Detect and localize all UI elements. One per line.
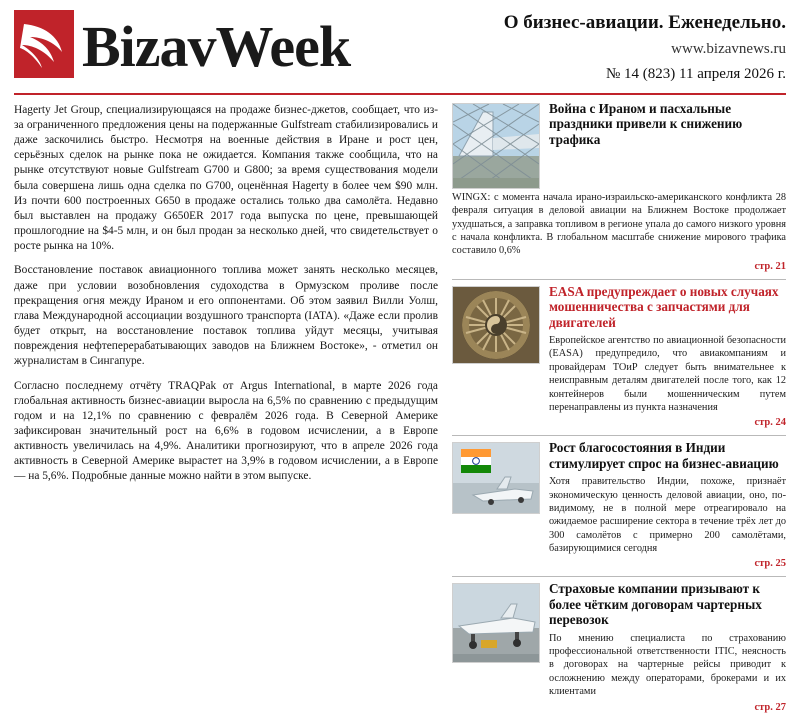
- story-body: [549, 583, 786, 698]
- content-columns: [14, 100, 786, 713]
- story-divider: [452, 279, 786, 280]
- left-paragraph-2: Восстановление поставок авиационного топлива может занять несколько месяцев, даже при условии возобновления судоходства в Ормузском проливе после прекращения огня между Ираном и его оппонентами. Об этом заявил Вилли Уолш, глава Международной ассоциации воздушного транспорта (IATA). «Даже если пролив будет открыт, на восстановление поставок топлива уйдут месяцы, учитывая повреждения нефтеперерабатывающих заводов на Ближнем Востоке», - отметил он журналистам в Сингапуре.: [14, 264, 438, 368]
- story-text: Европейское агентство по авиационной безопасности (EASA) предупредило, что авиакомпаниям и провайдерам ТОиР следует быть внимательнее к неисправным деталям двигателей после того, как 12 контейнеров были мошенническим путем перенаправлены из пункта назначения: [549, 335, 786, 413]
- story-text: По мнению специалиста по страхованию профессиональной ответственности ITIC, неясность в договорах на чартерные рейсы приводит к осложнению между операторами, брокерами и их клиентами: [549, 632, 786, 698]
- story-item[interactable]: [452, 100, 786, 189]
- left-column: [14, 103, 438, 555]
- swift-bird-logo-icon: [14, 10, 74, 78]
- story-body: [549, 100, 786, 151]
- masthead-issue: № 14 (823) 11 апреля 2026 г.: [606, 65, 786, 82]
- story-text: WINGX: с момента начала ирано-израильско-американского конфликта 28 февраля ситуация в деловой авиации на Ближнем Востоке продолжает ухудшаться, а заправка топливом в регионе упала до самого низкого уровня с начала конфликта. В глобальном масштабе снижение мирового трафика составило 0,6%: [452, 191, 786, 257]
- brand-title: BizavWeek: [82, 14, 351, 79]
- masthead: [14, 10, 786, 87]
- story-headline[interactable]: Война с Ираном и пасхальные праздники привели к снижению трафика: [549, 100, 743, 147]
- story-item[interactable]: [452, 442, 786, 555]
- masthead-tagline: О бизнес-авиации. Еженедельно.: [503, 12, 786, 33]
- story-page-ref[interactable]: стр. 24: [754, 417, 786, 429]
- masthead-info: [504, 10, 786, 83]
- left-paragraph-1: Hagerty Jet Group, специализирующаяся на продаже бизнес-джетов, сообщает, что из-за ограниченного предложения цены на подержанные Gulfstream стабилизировались и даже заскочились быстро. Несмотря на военные действия в Иране и рост цен, серьёзных сделок на рынке пока не ожидается. Компания также сообщила, что на рынке отсутствуют новые Gulfstream G700 и G800; за время существования модели была совершена лишь одна сделка по G700, оценённая Hagerty в более чем $90 млн. Из почти 600 построенных G650 в продаже остались только два самолёта. Недавно был выставлен на продажу G650ER 2017 года выпуска по цене, превышающей прошлогодние на $4-5 млн, и он был продан за несколько дней, что свидетельствует о росте рынка на 10%.: [14, 103, 438, 253]
- airplane-tail-fence-photo: [452, 103, 540, 189]
- story-divider: [452, 435, 786, 436]
- right-column: [452, 100, 786, 713]
- story-divider: [452, 576, 786, 577]
- story-headline[interactable]: EASA предупреждает о новых случаях мошенничества с запчастями для двигателей: [549, 283, 779, 330]
- story-item[interactable]: [452, 583, 786, 698]
- story-page-ref[interactable]: стр. 25: [754, 558, 786, 570]
- story-item[interactable]: [452, 283, 786, 415]
- story-headline[interactable]: Страховые компании призывают к более чётким договорам чартерных перевозок: [549, 581, 762, 628]
- story-body: [549, 442, 786, 555]
- story-lead: [452, 191, 786, 272]
- parked-business-jet-ramp-photo: [452, 583, 540, 663]
- masthead-website: www.bizavnews.ru: [671, 40, 786, 57]
- story-page-ref[interactable]: стр. 21: [754, 260, 786, 272]
- masthead-divider: [14, 93, 786, 95]
- story-text: Хотя правительство Индии, похоже, признаёт экономическую ценность деловой авиации, оно, по-видимому, не в полной мере отреагировало на ожидаемое расширение сектора в течение трёх лет до 300 самолётов с примерно 200 самолётами, базирующимися сегодня: [549, 476, 786, 555]
- jet-engine-turbine-photo: [452, 286, 540, 364]
- india-flag-business-jet-photo: [452, 442, 540, 514]
- left-paragraph-3: Согласно последнему отчёту TRAQPak от Argus International, в марте 2026 года глобальная активность бизнес-авиации выросла на 6,5% по сравнению с предыдущим годом и на 12,1% по сравнению с февралём 2026 года. В Северной Америке зафиксирован значительный рост на 6,6% в годовом исчислении, а в Европе активность увеличилась на 4,9%. Аналитики прогнозируют, что в апреле 2026 года активность в Северной Америке вырастет на 3,9% в годовом исчислении, а в Европе — на 5,6%. Подробные данные можно найти в этом выпуске.: [14, 379, 438, 483]
- story-headline[interactable]: Рост благосостояния в Индии стимулирует спрос на бизнес-авиацию: [549, 440, 779, 471]
- story-body: [549, 283, 786, 415]
- brand: [14, 10, 350, 78]
- story-page-ref[interactable]: стр. 27: [754, 701, 786, 713]
